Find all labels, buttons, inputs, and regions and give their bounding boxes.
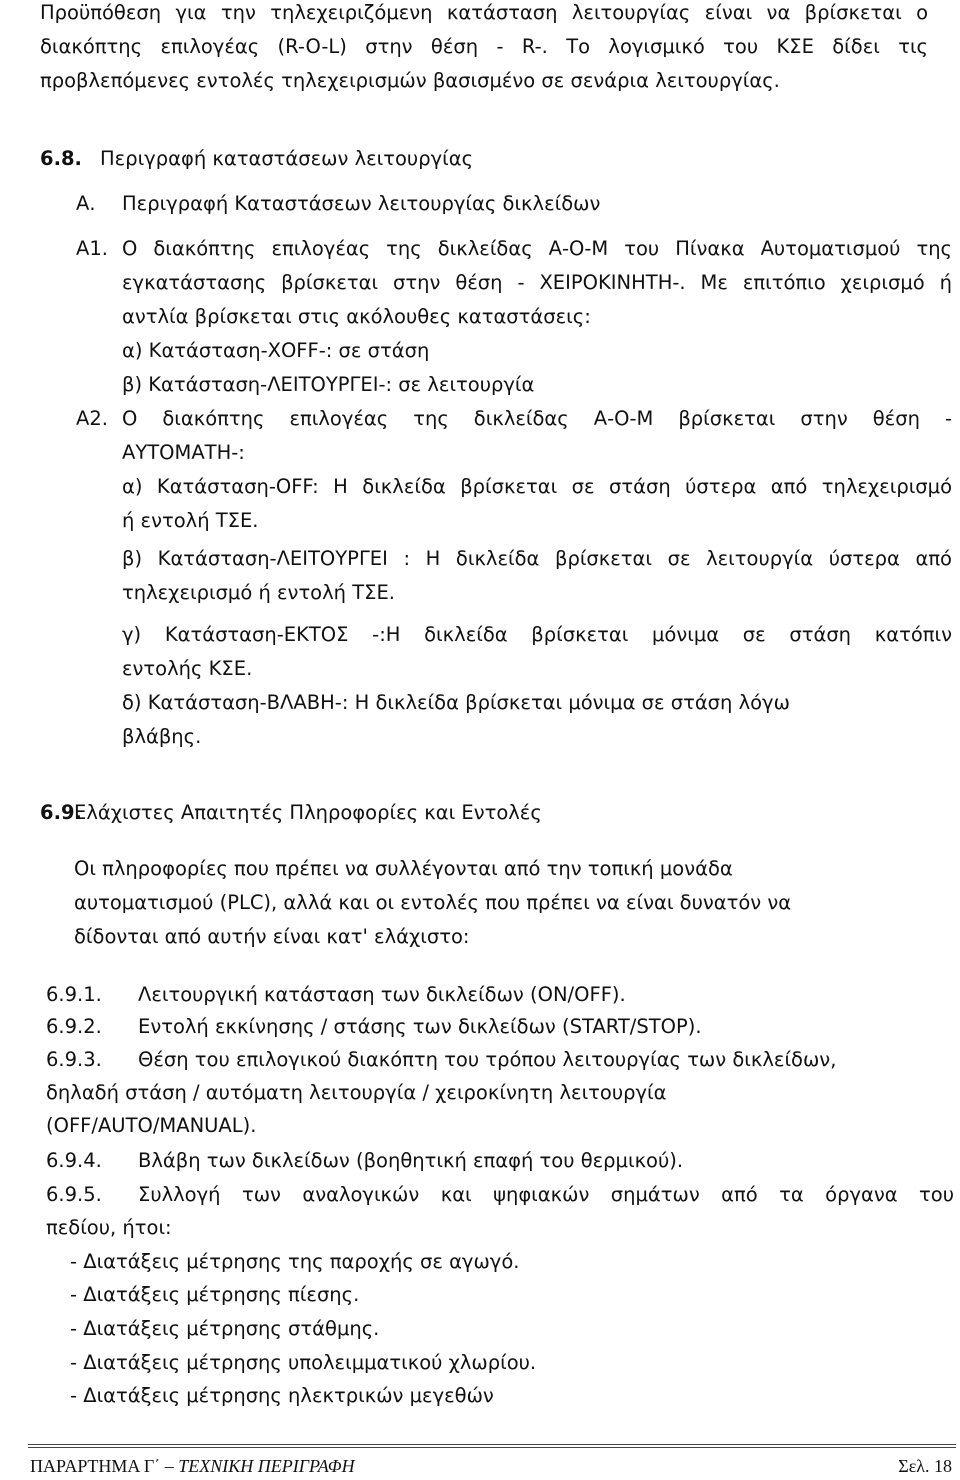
item-number: 6.9.5.	[46, 1183, 102, 1206]
item-text: Λειτουργική κατάσταση των δικλείδων (ON/OFF).	[138, 983, 626, 1006]
a1-label: Α1.	[76, 237, 108, 260]
page-number: 18	[934, 1456, 952, 1476]
item-text: Θέση του επιλογικού διακόπτη του τρόπου λειτουργίας των δικλείδων,	[138, 1048, 837, 1071]
item-number: 6.9.3.	[46, 1048, 102, 1071]
a2-item-a-cont: ή εντολή ΤΣΕ.	[122, 509, 259, 532]
a1-line: εγκατάστασης βρίσκεται στην θέση - ΧΕΙΡΟΚΙΝΗΤΗ-. Με επιτόπιο χειρισμό ή	[122, 271, 952, 294]
intro-line: προβλεπόμενες εντολές τηλεχειρισμών βασισμένο σε σενάρια λειτουργίας.	[40, 69, 780, 92]
section-69-number: 6.9.	[40, 801, 82, 824]
a2-item-a: α) Κατάσταση-OFF: Η δικλείδα βρίσκεται σε στάση ύστερα από τηλεχειρισμό	[122, 475, 952, 498]
a2-item-c-cont: εντολής ΚΣΕ.	[122, 657, 253, 680]
a2-item-b-cont: τηλεχειρισμό ή εντολή ΤΣΕ.	[122, 581, 395, 604]
section-69-para-line: δίδονται από αυτήν είναι κατ' ελάχιστο:	[74, 925, 470, 948]
bullet-item: - Διατάξεις μέτρησης ηλεκτρικών μεγεθών	[70, 1384, 494, 1407]
footer-subtitle: ΤΕΧΝΙΚΗ ΠΕΡΙΓΡΑΦΗ	[178, 1456, 355, 1476]
a2-item-d-cont: βλάβης.	[122, 725, 202, 748]
bullet-item: - Διατάξεις μέτρησης υπολειμματικού χλωρίου.	[70, 1351, 537, 1374]
item-text-cont: πεδίου, ήτοι:	[46, 1216, 172, 1239]
item-text: Βλάβη των δικλείδων (βοηθητική επαφή του θερμικού).	[138, 1149, 684, 1172]
item-text-cont: (OFF/AUTO/MANUAL).	[46, 1114, 257, 1137]
a2-line: ΑΥΤΟΜΑΤΗ-:	[122, 441, 245, 464]
a2-item-d: δ) Κατάσταση-ΒΛΑΒΗ-: Η δικλείδα βρίσκεται μόνιμα σε στάση λόγω	[122, 691, 790, 714]
item-text: Εντολή εκκίνησης / στάσης των δικλείδων (START/STOP).	[138, 1015, 702, 1038]
intro-line: διακόπτης επιλογέας (R-O-L) στην θέση - R-. Το λογισμικό του ΚΣΕ δίδει τις	[40, 35, 928, 58]
a1-line: αντλία βρίσκεται στις ακόλουθες καταστάσεις:	[122, 305, 591, 328]
bullet-item: - Διατάξεις μέτρησης στάθμης.	[70, 1317, 380, 1340]
a1-item-b: β) Κατάσταση-ΛΕΙΤΟΥΡΓΕΙ-: σε λειτουργία	[122, 373, 535, 396]
a2-item-b: β) Κατάσταση-ΛΕΙΤΟΥΡΓΕΙ : Η δικλείδα βρίσκεται σε λειτουργία ύστερα από	[122, 547, 952, 570]
footer-appendix: ΠΑΡΑΡΤΗΜΑ Γ΄	[30, 1456, 161, 1476]
section-69-title: Ελάχιστες Απαιτητές Πληροφορίες και Εντολές	[74, 801, 542, 824]
footer-page	[898, 1454, 952, 1478]
page-label: Σελ.	[898, 1456, 930, 1476]
item-number: 6.9.2.	[46, 1015, 102, 1038]
footer-dash: –	[164, 1456, 174, 1476]
a2-line: Ο διακόπτης επιλογέας της δικλείδας Α-Ο-Μ βρίσκεται στην θέση -	[122, 407, 952, 430]
subsection-a-label: Α.	[76, 192, 96, 215]
a1-line: Ο διακόπτης επιλογέας της δικλείδας Α-Ο-Μ του Πίνακα Αυτοματισμού της	[122, 237, 952, 260]
a2-label: Α2.	[76, 407, 108, 430]
footer-rule	[28, 1444, 956, 1445]
item-number: 6.9.4.	[46, 1149, 102, 1172]
intro-line: Προϋπόθεση για την τηλεχειριζόμενη κατάσταση λειτουργίας είναι να βρίσκεται ο	[40, 1, 928, 24]
bullet-item: - Διατάξεις μέτρησης πίεσης.	[70, 1283, 360, 1306]
a2-item-c: γ) Κατάσταση-ΕΚΤΟΣ -:Η δικλείδα βρίσκεται μόνιμα σε στάση κατόπιν	[122, 623, 952, 646]
item-number: 6.9.1.	[46, 983, 102, 1006]
a1-item-a: α) Κατάσταση-ΧOFF-: σε στάση	[122, 339, 430, 362]
bullet-item: - Διατάξεις μέτρησης της παροχής σε αγωγό.	[70, 1250, 520, 1273]
section-69-para-line: αυτοματισμού (PLC), αλλά και οι εντολές που πρέπει να είναι δυνατόν να	[74, 891, 792, 914]
footer-title	[30, 1454, 355, 1478]
item-text-cont: δηλαδή στάση / αυτόματη λειτουργία / χειροκίνητη λειτουργία	[46, 1081, 667, 1104]
footer-rule	[28, 1447, 956, 1448]
section-68-title: Περιγραφή καταστάσεων λειτουργίας	[100, 147, 474, 170]
item-text: Συλλογή των αναλογικών και ψηφιακών σημάτων από τα όργανα του	[138, 1183, 954, 1206]
section-68-number: 6.8.	[40, 147, 82, 170]
section-69-para-line: Οι πληροφορίες που πρέπει να συλλέγονται από την τοπική μονάδα	[74, 857, 733, 880]
subsection-a-title: Περιγραφή Καταστάσεων λειτουργίας δικλείδων	[122, 192, 601, 215]
